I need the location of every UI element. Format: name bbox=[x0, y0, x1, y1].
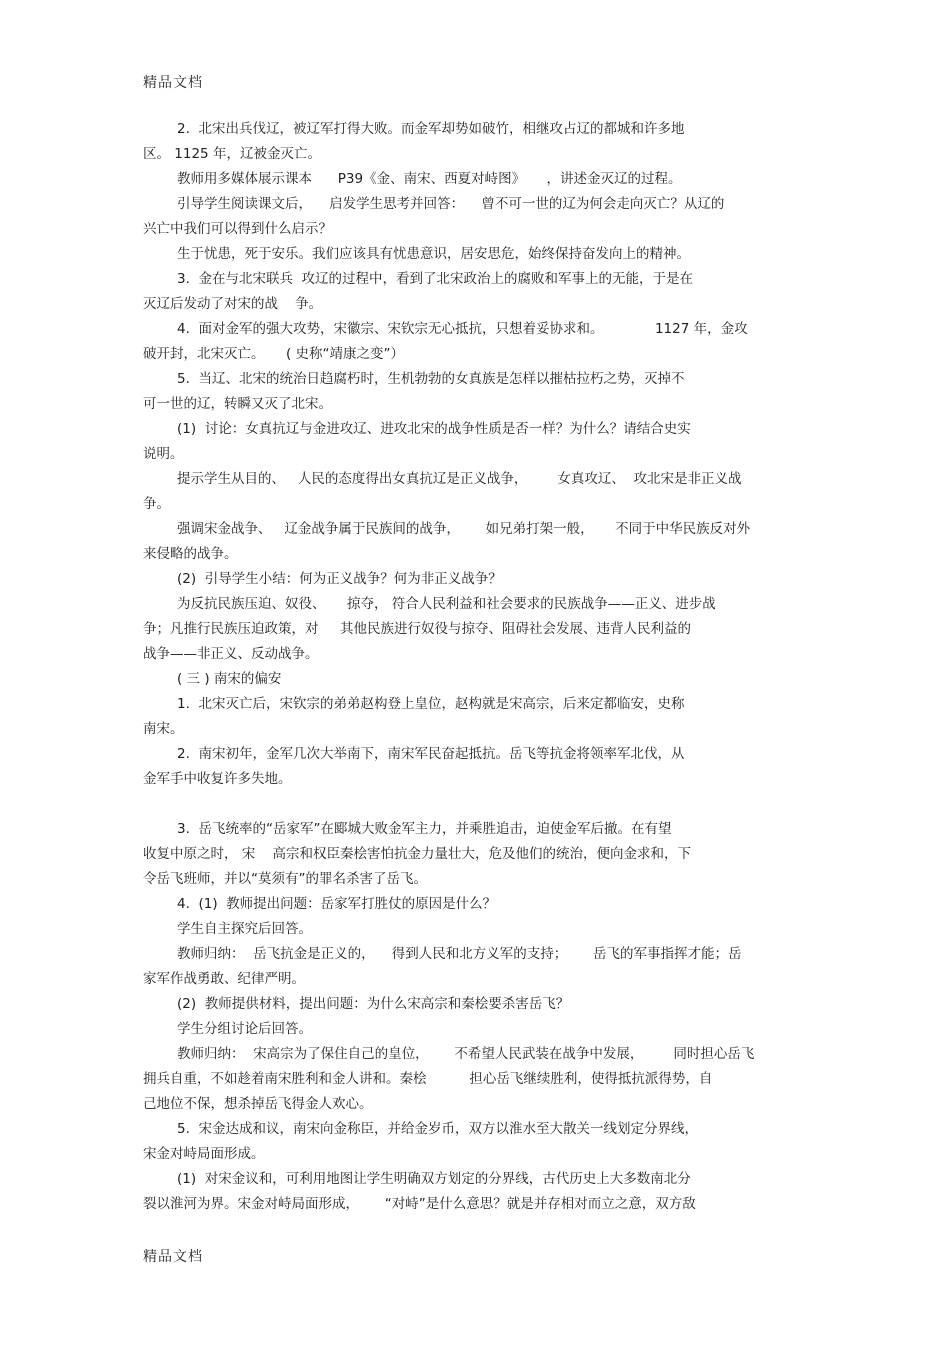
text-line: 教师归纳： 岳飞抗金是正义的， 得到人民和北方义军的支持； 岳飞的军事指挥才能；岳 bbox=[177, 946, 742, 962]
text-line: 3. 金在与北宋联兵 攻辽的过程中，看到了北宋政治上的腐败和军事上的无能，于是在 bbox=[177, 271, 694, 287]
text-line: (1) 讨论：女真抗辽与金进攻辽、进攻北宋的战争性质是否一样？为什么？请结合史实 bbox=[177, 421, 691, 437]
text-line: 说明。 bbox=[143, 446, 184, 462]
text-line: 2. 南宋初年，金军几次大举南下，南宋军民奋起抵抗。岳飞等抗金将领率军北伐，从 bbox=[177, 746, 685, 762]
text-line: (2) 教师提供材料，提出问题：为什么宋高宗和秦桧要杀害岳飞？ bbox=[177, 996, 570, 1012]
text-line: 教师用多媒体展示课本 P39《金、南宋、西夏对峙图》 ，讲述金灭辽的过程。 bbox=[177, 171, 682, 187]
text-line: 4. (1) 教师提出问题：岳家军打胜仗的原因是什么？ bbox=[177, 896, 497, 912]
text-line: 教师归纳： 宋高宗为了保住自己的皇位， 不希望人民武装在战争中发展， 同时担心岳飞 bbox=[177, 1046, 755, 1062]
text-line: 拥兵自重，不如趁着南宋胜利和金人讲和。秦桧 担心岳飞继续胜利，使得抵抗派得势，自 bbox=[143, 1071, 713, 1087]
text-line: 争。 bbox=[143, 496, 170, 512]
text-line: 可一世的辽，转瞬又灭了北宋。 bbox=[143, 396, 332, 412]
text-line: 学生自主探究后回答。 bbox=[177, 921, 312, 937]
text-line: 战争——非正义、反动战争。 bbox=[143, 646, 319, 662]
text-line: 家军作战勇敢、纪律严明。 bbox=[143, 971, 305, 987]
text-line: 2. 北宋出兵伐辽，被辽军打得大败。而金军却势如破竹，相继攻占辽的都城和许多地 bbox=[177, 121, 685, 137]
page-footer: 精品文档 bbox=[143, 1249, 203, 1265]
text-line: 为反抗民族压迫、奴役、 掠夺， 符合人民利益和社会要求的民族战争——正义、进步战 bbox=[177, 596, 716, 612]
page-header: 精品文档 bbox=[143, 75, 203, 91]
text-line: 4. 面对金军的强大攻势，宋徽宗、宋钦宗无心抵抗，只想着妥协求和。 1127 年，金攻 bbox=[177, 321, 748, 337]
text-line: 宋金对峙局面形成。 bbox=[143, 1146, 265, 1162]
text-line: 提示学生从目的、 人民的态度得出女真抗辽是正义战争， 女真攻辽、 攻北宋是非正义战 bbox=[177, 471, 742, 487]
text-line: 5. 当辽、北宋的统治日趋腐朽时，生机勃勃的女真族是怎样以摧枯拉朽之势，灭掉不 bbox=[177, 371, 685, 387]
text-line: 1. 北宋灭亡后，宋钦宗的弟弟赵构登上皇位，赵构就是宋高宗，后来定都临安，史称 bbox=[177, 696, 685, 712]
section-heading: ( 三 ) 南宋的偏安 bbox=[177, 671, 282, 687]
text-line: 灭辽后发动了对宋的战 争。 bbox=[143, 296, 323, 312]
text-line: (1) 对宋金议和，可利用地图让学生明确双方划定的分界线，古代历史上大多数南北分 bbox=[177, 1171, 691, 1187]
text-line: 收复中原之时， 宋 高宗和权臣秦桧害怕抗金力量壮大，危及他们的统治，便向金求和，下 bbox=[143, 846, 691, 862]
text-line: 南宋。 bbox=[143, 721, 184, 737]
text-line: 5. 宋金达成和议，南宋向金称臣，并给金岁币，双方以淮水至大散关一线划定分界线， bbox=[177, 1121, 698, 1137]
text-line: (2) 引导学生小结：何为正义战争？何为非正义战争？ bbox=[177, 571, 502, 587]
text-line: 生于忧患，死于安乐。我们应该具有忧患意识，居安思危，始终保持奋发向上的精神。 bbox=[177, 246, 690, 262]
text-line: 引导学生阅读课文后， 启发学生思考并回答： 曾不可一世的辽为何会走向灭亡？从辽的 bbox=[177, 196, 725, 212]
text-line: 己地位不保，想杀掉岳飞得金人欢心。 bbox=[143, 1096, 373, 1112]
text-line: 金军手中收复许多失地。 bbox=[143, 771, 292, 787]
text-line: 强调宋金战争、 辽金战争属于民族间的战争， 如兄弟打架一般， 不同于中华民族反对外 bbox=[177, 521, 751, 537]
text-line: 破开封，北宋灭亡。 ( 史称“靖康之变”） bbox=[143, 346, 405, 362]
text-line: 区。 1125 年，辽被金灭亡。 bbox=[143, 146, 321, 162]
text-line: 兴亡中我们可以得到什么启示？ bbox=[143, 221, 332, 237]
text-line: 令岳飞班师，并以“莫须有”的罪名杀害了岳飞。 bbox=[143, 871, 427, 887]
text-line: 3. 岳飞统率的“岳家军”在郾城大败金军主力，并乘胜追击，迫使金军后撤。在有望 bbox=[177, 821, 672, 837]
text-line: 来侵略的战争。 bbox=[143, 546, 238, 562]
text-line: 学生分组讨论后回答。 bbox=[177, 1021, 312, 1037]
text-line: 争；凡推行民族压迫政策，对 其他民族进行奴役与掠夺、阻碍社会发展、违背人民利益的 bbox=[143, 621, 691, 637]
text-line: 裂以淮河为界。宋金对峙局面形成， “对峙”是什么意思？就是并存相对而立之意，双方敌 bbox=[143, 1196, 696, 1212]
